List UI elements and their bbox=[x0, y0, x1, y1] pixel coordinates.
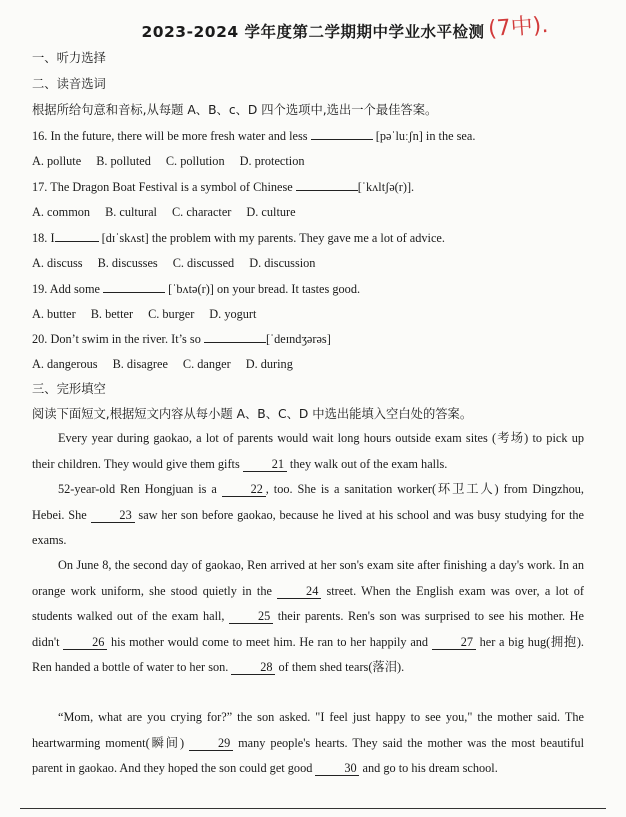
question-17: 17. The Dragon Boat Festival is a symbol of Chinese [ˈkʌltʃə(r)]. bbox=[32, 180, 415, 194]
option-b: B. cultural bbox=[105, 205, 157, 219]
passage-paragraph-3: On June 8, the second day of gaokao, Ren arrived at her son's exam site after finishing a day's work. In an orange work uniform, she stood quietly in the 24 street. When the English exam was over, a lot of students walked out of the exam hall, 25 their parents. Ren's son was surprised to see his mother. He didn't 26 his mother would come to meet him. He ran to her happily and 27 her a big hug(拥抱). Ren handed a bottle of water to her son. 28 of them shed tears(落泪). bbox=[32, 558, 585, 674]
option-a: A. butter bbox=[32, 307, 76, 321]
section-cloze: 三、完形填空 bbox=[32, 382, 106, 396]
blank-30: 30 bbox=[315, 761, 359, 776]
section-phonetics: 二、读音选词 bbox=[32, 77, 106, 91]
option-d: D. yogurt bbox=[209, 307, 257, 321]
blank-24: 24 bbox=[277, 584, 321, 599]
question-18-options bbox=[32, 255, 330, 271]
section-phonetics-instruction: 根据所给句意和音标,从每题 A、B、c、D 四个选项中,选出一个最佳答案。 bbox=[32, 103, 438, 117]
option-d: D. culture bbox=[246, 205, 296, 219]
passage-paragraph-4: “Mom, what are you crying for?” the son asked. "I feel just happy to see you," the mother said. The heartwarming moment(瞬间) 29 many people's hearts. They said the mother was the most beautiful parent in gaokao. And they hoped the son could get good 30 and go to his dream school. bbox=[32, 710, 585, 775]
option-c: C. character bbox=[171, 205, 232, 219]
question-19-options bbox=[32, 306, 271, 322]
blank-27: 27 bbox=[432, 635, 476, 650]
blank-25: 25 bbox=[229, 609, 273, 624]
option-a: A. dangerous bbox=[32, 357, 98, 371]
question-17-options bbox=[32, 204, 311, 220]
question-20: 20. Don’t swim in the river. It’s so [ˈdeɪndʒərəs] bbox=[32, 332, 331, 346]
option-d: D. discussion bbox=[249, 256, 316, 270]
question-18: 18. I [dɪˈskʌst] the problem with my parents. They gave me a lot of advice. bbox=[32, 231, 445, 245]
handwritten-note: (7中). bbox=[487, 12, 550, 43]
option-b: B. better bbox=[90, 307, 134, 321]
option-a: A. pollute bbox=[32, 154, 82, 168]
blank-29: 29 bbox=[189, 736, 233, 751]
option-c: C. pollution bbox=[165, 154, 225, 168]
answer-blank bbox=[311, 139, 373, 140]
answer-blank bbox=[55, 241, 99, 242]
option-b: B. polluted bbox=[96, 154, 151, 168]
option-c: C. danger bbox=[182, 357, 231, 371]
option-d: D. during bbox=[245, 357, 293, 371]
passage-paragraph-2: 52-year-old Ren Hongjuan is a 22 , too. She is a sanitation worker(环卫工人) from Dingzhou, Hebei. She 23 saw her son before gaokao, because he lived at his school and was busy studying for the exams. bbox=[32, 482, 584, 547]
blank-23: 23 bbox=[91, 508, 135, 523]
question-20-options bbox=[32, 356, 308, 372]
blank-21: 21 bbox=[243, 457, 287, 472]
blank-28: 28 bbox=[231, 660, 275, 675]
section-listening: 一、听力选择 bbox=[32, 51, 106, 65]
option-c: C. burger bbox=[148, 307, 195, 321]
blank-22: 22 bbox=[222, 482, 266, 497]
passage-paragraph-1: Every year during gaokao, a lot of parents would wait long hours outside exam sites (考场) to pick up their children. They would give them gifts 21 they walk out of the exam halls. bbox=[32, 431, 584, 471]
option-a: A. discuss bbox=[32, 256, 83, 270]
question-16-options bbox=[32, 153, 320, 169]
option-b: B. disagree bbox=[112, 357, 168, 371]
question-19: 19. Add some [ˈbʌtə(r)] on your bread. It tastes good. bbox=[32, 282, 361, 296]
answer-blank bbox=[204, 342, 266, 343]
option-c: C. discussed bbox=[172, 256, 235, 270]
page-bottom-rule bbox=[20, 808, 606, 809]
exam-title: 2023-2024 学年度第二学期期中学业水平检测 bbox=[141, 23, 485, 41]
option-d: D. protection bbox=[239, 154, 305, 168]
option-a: A. common bbox=[32, 205, 91, 219]
option-b: B. discusses bbox=[97, 256, 158, 270]
section-cloze-instruction: 阅读下面短文,根据短文内容从每小题 A、B、C、D 中选出能填入空白处的答案。 bbox=[32, 407, 473, 421]
answer-blank bbox=[296, 190, 358, 191]
question-16: 16. In the future, there will be more fresh water and less [pəˈluːʃn] in the sea. bbox=[32, 129, 476, 143]
answer-blank bbox=[103, 292, 165, 293]
blank-26: 26 bbox=[63, 635, 107, 650]
